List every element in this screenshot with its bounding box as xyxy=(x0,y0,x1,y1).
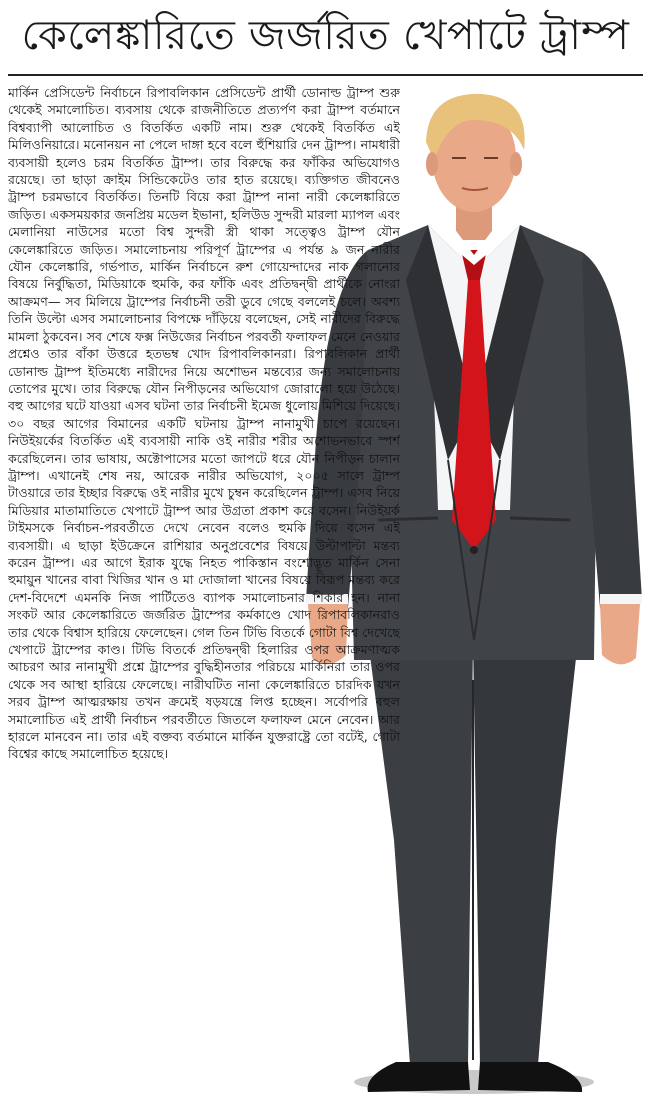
article-body: মার্কিন প্রেসিডেন্ট নির্বাচনে রিপাবলিকান প্রেসিডেন্ট প্রার্থী ডোনাল্ড ট্রাম্প শুরু থেকেই সমালোচিত। ব্যবসায় থেকে রাজনীতিতে প্রত্যর্পণ করা ট্রাম্প বর্তমানে বিশ্বব্যাপী আলোচিত ও বিতর্কিত একটি নাম। শুরু থেকেই বিতর্কিত এই মিলিওনিয়ারে। মনোনয়ন না পেলে দাঙ্গা হবে বলে হুঁশিয়ারি দেন ট্রাম্প। নামধারী ব্যবসায়ী হলেও চরম বিতর্কিত ট্রাম্প। তার বিরুদ্ধে কর ফাঁকির অভিযোগও রয়েছে। তা ছাড়া ক্রাইম সিন্ডিকেটেও তার হাত রয়েছে। ব্যক্তিগত জীবনেও ট্রাম্প চরমভাবে বিতর্কিত। তিনটি বিয়ে করা ট্রাম্প নানা নারী কেলেঙ্কারিতে জড়িত। একসময়কার জনপ্রিয় মডেল ইভানা, হলিউড সুন্দরী মারলা ম্যাপল এবং মেলানিয়া নাউসের মতো বিশ্ব সুন্দরী স্ত্রী থাকা সত্ত্বেও ট্রাম্প যৌন কেলেঙ্কারিতে জড়িত। সমালোচনায় পরিপূর্ণ ট্রাম্পের এ পর্যন্ত ৯ জন নারীর যৌন কেলেঙ্কারি, গর্ভপাত, মার্কিন নির্বাচনে রুশ গোয়েন্দাদের নাক গলানোর বিষয়ে নির্বুদ্ধিতা, মিডিয়াকে হুমকি, কর ফাঁকি এবং প্রতিদ্বন্দ্বী প্রার্থীকে নোংরা আক্রমণ— সব মিলিয়ে ট্রাম্পের নির্বাচনী তরী ডুবে গেছে বললেই চলে। অবশ্য তিনি উল্টো এসব সমালোচনার বিপক্ষে দাঁড়িয়ে বলেছেন, সেই নারীদের বিরুদ্ধে মামলা ঠুকবেন। সব শেষে ফক্স নিউজের নির্বাচন পরবর্তী ফলাফল মেনে নেওয়ার প্রশ্নেও তার বাঁকা উত্তরে হতভম্ব খোদ রিপাবলিকানরা। রিপাবলিকান প্রার্থী ডোনাল্ড ট্রাম্প ইতিমধ্যে নারীদের নিয়ে অশোভন মন্তব্যের জন্য সমালোচনায় তোপের মুখে। তার বিরুদ্ধে যৌন নিপীড়নের অভিযোগ জোরালো হয়ে উঠেছে। বহু আগের ঘটে যাওয়া এসব ঘটনা তার নির্বাচনী ইমেজ ধুলোয় মিশিয়ে দিয়েছে। ৩০ বছর আগের বিমানের একটি ঘটনায় ট্রাম্প নানামুখী চাপে রয়েছেন। নিউইয়র্কের বিতর্কিত এই ব্যবসায়ী নাকি ওই নারীর শরীর অশোভনভাবে স্পর্শ করেছিলেন। তার ভাষায়, অক্টোপাসের মতো জাপটে ধরে যৌন নিপীড়ন চালান ট্রাম্প। এখানেই শেষ নয়, আরেক নারীর অভিযোগ, ২০০৫ সালে ট্রাম্প টাওয়ারে তার ইচ্ছার বিরুদ্ধে ওই নারীর মুখে চুম্বন করেছিলেন ট্রাম্প। এসব নিয়ে মিডিয়ার মাতামাতিতে খেপাটে ট্রাম্প আর উগ্রতা প্রকাশ করে বসেন। নিউইয়র্ক টাইমসকে নির্বাচন-পরবর্তীতে দেখে নেবেন বলেও হুমকি দিয়ে বসেন এই ব্যবসায়ী। এ ছাড়া ইউক্রেনে রাশিয়ার অনুপ্রবেশের বিষয়ে উল্টাপাল্টা মন্তব্য করেন ট্রাম্প। এর আগে ইরাক যুদ্ধে নিহত পাকিস্তান বংশোদ্ভূত মার্কিন সেনা হুমায়ুন খানের বাবা খিজির খান ও মা দোজালা খানের বিষয়ে বিরূপ মন্তব্য করে দেশ-বিদেশে এমনকি নিজ পার্টিতেও ব্যাপক সমালোচনার শিকার হন। নানা সংকট আর কেলেঙ্কারিতে জর্জরিত ট্রাম্পের কর্মকাণ্ডে খোদ রিপাবলিকানরাও তার থেকে বিশ্বাস হারিয়ে ফেলেছেন। গেল তিন টিভি বিতর্কে গোটা বিশ্ব দেখেছে খেপাটে ট্রাম্পের কাণ্ড। টিভি বিতর্কে প্রতিদ্বন্দ্বী হিলারির ওপর আক্রমণাত্মক আচরণ আর নানামুখী প্রশ্নে ট্রাম্পের বুদ্ধিহীনতার পরিচয়ে মার্কিনিরা তার ওপর থেকে সব আস্থা হারিয়ে ফেলেছে। নারীঘটিত নানা কেলেঙ্কারিতে চারদিক যখন সরব ট্রাম্প আত্মরক্ষায় তখন ক্রমেই ষড়যন্ত্রে লিপ্ত হচ্ছেন। সর্বোপরি বহুল সমালোচিত এই প্রার্থী নির্বাচন পরবর্তীতে জিতলে ফলাফল মেনে নেবেন। আর হারলে মানবেন না। তার এই বক্তব্য বর্তমানে মার্কিন যুক্তরাষ্ট্রে তো বটেই, গোটা বিশ্বের কাছে সমালোচিত হয়েছে। xyxy=(8,85,400,762)
right-hand xyxy=(600,604,640,664)
right-shoe xyxy=(478,1062,582,1092)
headline: কেলেঙ্কারিতে জর্জরিত খেপাটে ট্রাম্প xyxy=(21,11,630,59)
jacket-button-icon xyxy=(470,546,478,554)
headline-divider xyxy=(8,74,643,76)
right-trouser-leg xyxy=(473,640,578,1065)
